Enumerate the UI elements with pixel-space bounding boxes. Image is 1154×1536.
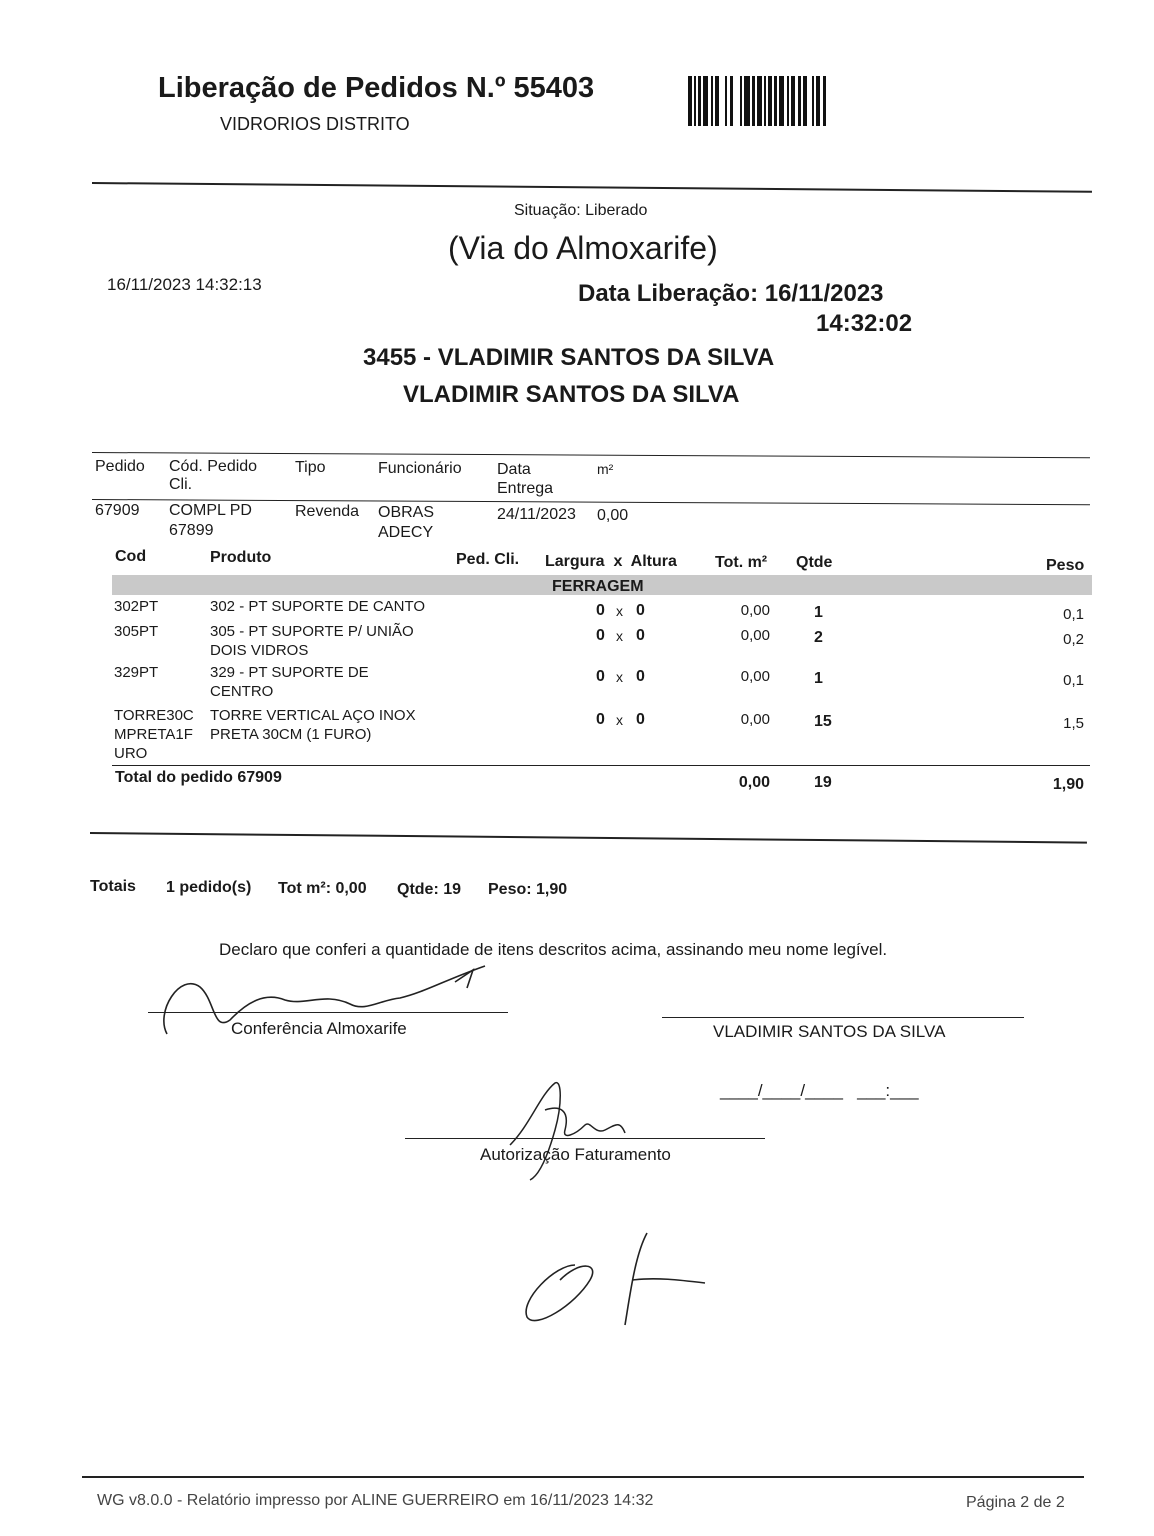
item-produto: PRETA 30CM (1 FURO) xyxy=(210,726,372,743)
items-bottom-divider xyxy=(90,832,1087,844)
client-name: VLADIMIR SANTOS DA SILVA xyxy=(403,381,740,408)
data-liberacao-time: 14:32:02 xyxy=(816,310,913,337)
totais-peso: Peso: 1,90 xyxy=(488,881,568,898)
col-header-data: Data xyxy=(497,461,531,478)
col-header-produto: Produto xyxy=(210,549,272,566)
order-tipo: Revenda xyxy=(295,503,360,520)
item-tot-m2: 0,00 xyxy=(740,711,770,728)
order-funcionario-2: ADECY xyxy=(378,524,434,541)
item-tot-m2: 0,00 xyxy=(740,602,770,619)
order-m2: 0,00 xyxy=(597,507,629,524)
col-header-funcionario: Funcionário xyxy=(378,460,462,477)
via-label: (Via do Almoxarife) xyxy=(448,230,718,266)
total-peso: 1,90 xyxy=(1052,776,1084,793)
item-tot-m2: 0,00 xyxy=(740,668,770,685)
item-cod: TORRE30C xyxy=(114,707,194,724)
item-cod: MPRETA1F xyxy=(114,726,193,743)
item-produto: TORRE VERTICAL AÇO INOX xyxy=(210,707,416,724)
declaration-text: Declaro que conferi a quantidade de itens descritos acima, assinando meu nome legível. xyxy=(219,940,888,959)
item-produto: CENTRO xyxy=(210,683,274,700)
item-qtde: 2 xyxy=(814,629,823,646)
item-produto: 302 - PT SUPORTE DE CANTO xyxy=(210,598,426,615)
company-name: VIDRORIOS DISTRITO xyxy=(220,114,410,134)
item-peso: 0,2 xyxy=(1063,631,1084,648)
item-x: x xyxy=(616,628,623,644)
item-x: x xyxy=(616,603,623,619)
item-qtde: 1 xyxy=(814,604,823,621)
item-x: x xyxy=(616,712,623,728)
date-blanks: ____/____/____ ___:___ xyxy=(720,1081,919,1100)
col-header-ped-cli: Ped. Cli. xyxy=(456,551,520,568)
printed-at: 16/11/2023 14:32:13 xyxy=(107,275,262,294)
barcode xyxy=(688,76,864,126)
footer-divider xyxy=(82,1476,1084,1478)
col-header-cod-pedido-cli: Cli. xyxy=(169,476,193,493)
col-header-cod-pedido: Cód. Pedido xyxy=(169,458,258,475)
data-liberacao: Data Liberação: 16/11/2023 xyxy=(578,280,884,307)
total-label: Total do pedido 67909 xyxy=(115,769,282,786)
order-pedido: 67909 xyxy=(95,502,140,519)
item-largura: 0 xyxy=(596,627,605,644)
col-header-largura-altura: Largura x Altura xyxy=(545,553,677,570)
item-qtde: 1 xyxy=(814,670,823,687)
page-title: Liberação de Pedidos N.º 55403 xyxy=(158,72,595,104)
item-peso: 1,5 xyxy=(1063,715,1084,732)
situacao: Situação: Liberado xyxy=(514,202,648,219)
item-produto: 305 - PT SUPORTE P/ UNIÃO xyxy=(210,623,414,640)
item-altura: 0 xyxy=(636,602,645,619)
order-cod-pedido: COMPL PD xyxy=(169,502,252,519)
item-produto: DOIS VIDROS xyxy=(210,642,309,659)
item-cod: 329PT xyxy=(114,664,159,681)
order-funcionario: OBRAS xyxy=(378,504,435,521)
item-qtde: 15 xyxy=(814,713,832,730)
handwritten-initials xyxy=(515,1225,715,1335)
item-largura: 0 xyxy=(596,602,605,619)
item-tot-m2: 0,00 xyxy=(740,627,770,644)
col-header-tipo: Tipo xyxy=(295,459,326,476)
col-header-peso: Peso xyxy=(1046,557,1085,574)
col-header-pedido: Pedido xyxy=(95,458,145,475)
total-tot-m2: 0,00 xyxy=(738,774,770,791)
totais-tot-m2: Tot m²: 0,00 xyxy=(278,880,367,897)
autorizacao-signature xyxy=(500,1075,650,1185)
footer-page: Página 2 de 2 xyxy=(966,1494,1065,1511)
col-header-tot-m2: Tot. m² xyxy=(715,554,768,571)
conferencia-label: Conferência Almoxarife xyxy=(231,1019,407,1038)
item-cod: 305PT xyxy=(114,623,159,640)
col-header-entrega: Entrega xyxy=(497,480,554,497)
item-cod: 302PT xyxy=(114,598,159,615)
client-code-name: 3455 - VLADIMIR SANTOS DA SILVA xyxy=(363,344,775,371)
conferencia-signature xyxy=(155,962,505,1042)
client-signature-name: VLADIMIR SANTOS DA SILVA xyxy=(713,1022,946,1041)
item-altura: 0 xyxy=(636,668,645,685)
total-rule xyxy=(112,765,1090,766)
total-qtde: 19 xyxy=(814,774,832,791)
item-x: x xyxy=(616,669,623,685)
autorizacao-label: Autorização Faturamento xyxy=(480,1145,671,1164)
header-divider xyxy=(92,182,1092,193)
item-peso: 0,1 xyxy=(1063,606,1084,623)
category-label: FERRAGEM xyxy=(552,578,644,595)
col-header-cod: Cod xyxy=(115,548,147,565)
totais-pedidos: 1 pedido(s) xyxy=(166,879,252,896)
footer-printed-by: WG v8.0.0 - Relatório impresso por ALINE GUERREIRO em 16/11/2023 14:32 xyxy=(97,1492,654,1509)
item-largura: 0 xyxy=(596,668,605,685)
item-produto: 329 - PT SUPORTE DE xyxy=(210,664,369,681)
item-largura: 0 xyxy=(596,711,605,728)
item-peso: 0,1 xyxy=(1063,672,1084,689)
item-cod: URO xyxy=(114,745,148,762)
client-signature-line xyxy=(662,1017,1024,1018)
item-altura: 0 xyxy=(636,711,645,728)
totais-label: Totais xyxy=(90,878,136,895)
item-altura: 0 xyxy=(636,627,645,644)
order-data-entrega: 24/11/2023 xyxy=(497,506,576,523)
col-header-qtde: Qtde xyxy=(796,554,833,571)
col-header-m2: m² xyxy=(597,461,614,477)
order-cod-pedido-2: 67899 xyxy=(169,522,214,539)
totais-qtde: Qtde: 19 xyxy=(397,881,462,898)
